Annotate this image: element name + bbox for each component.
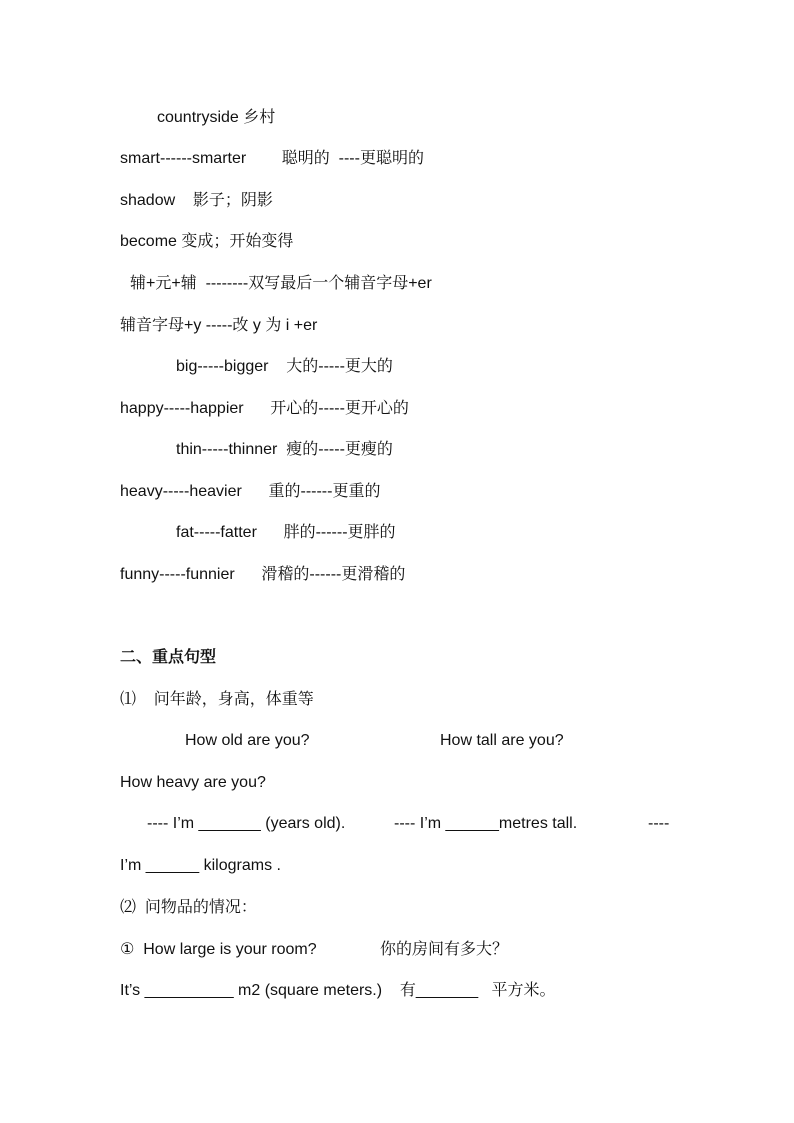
vocab-big: big-----bigger 大的-----更大的 (176, 358, 393, 375)
question-age: How old are you? (185, 732, 310, 749)
item2-title: ⑵ 问物品的情况： (120, 899, 257, 916)
vocab-fat: fat-----fatter 胖的------更胖的 (176, 524, 396, 541)
vocab-smart: smart------smarter 聪明的 ----更聪明的 (120, 150, 424, 167)
item1-title: ⑴ 问年龄，身高，体重等 (120, 691, 314, 708)
section-heading: 二、重点句型 (120, 649, 217, 666)
question-height: How tall are you? (440, 732, 564, 749)
answer-age: ---- I’m _______ (years old). (147, 815, 346, 832)
vocab-happy: happy-----happier 开心的-----更开心的 (120, 400, 409, 417)
vocab-shadow: shadow 影子；阴影 (120, 192, 273, 209)
vocab-become: become 变成；开始变得 (120, 233, 294, 250)
item2-question: ① How large is your room? (120, 941, 317, 958)
item2-question-cn: 你的房间有多大？ (380, 941, 509, 958)
item2-answer: It’s __________ m2 (square meters.) 有_______ 平方米。 (120, 982, 556, 999)
vocab-countryside: countryside 乡村 (157, 109, 276, 126)
vocab-funny: funny-----funnier 滑稽的------更滑稽的 (120, 566, 406, 583)
rule-consonant-y: 辅音字母+y -----改 y 为 i +er (120, 317, 318, 334)
vocab-heavy: heavy-----heavier 重的------更重的 (120, 483, 381, 500)
answer-weight-dash: ---- (648, 815, 670, 832)
answer-height: ---- I’m ______metres tall. (394, 815, 578, 832)
vocab-thin: thin-----thinner 瘦的-----更瘦的 (176, 441, 393, 458)
rule-double-consonant: 辅+元+辅 --------双写最后一个辅音字母+er (130, 275, 432, 292)
answer-weight: I’m ______ kilograms . (120, 857, 281, 874)
question-weight: How heavy are you? (120, 774, 266, 791)
